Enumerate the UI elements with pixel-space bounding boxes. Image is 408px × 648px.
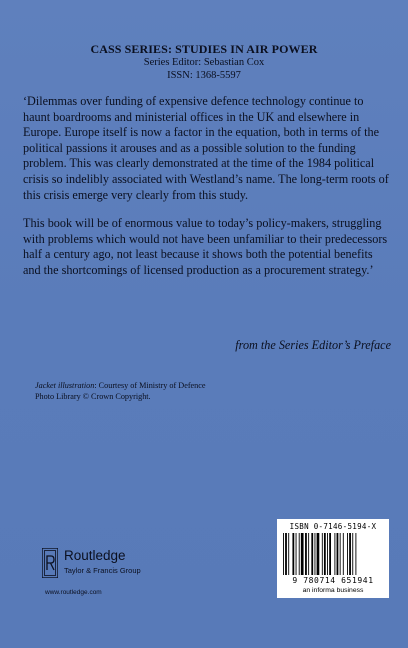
barcode-panel xyxy=(277,519,389,598)
isbn-label: ISBN 0-7146-5194-X xyxy=(289,522,377,531)
jacket-text: : Courtesy of Ministry of Defence Photo Library © Crown Copyright. xyxy=(35,381,206,401)
publisher-name: Routledge xyxy=(64,548,126,563)
quote-paragraph-1: ‘Dilemmas over funding of expensive defence technology continue to haunt boardrooms and ministerial offices in the UK and elsewhere in Europe. Europe itself is now a factor in the equation, both in terms of the political passions it arouses and as a possible solution to the funding problem. This was clearly demonstrated at the time of the 1984 political crisis so indelibly associated with Westland’s name. The long-term roots of this crisis emerge very clearly from this study. xyxy=(23,94,389,202)
quote-paragraph-2: This book will be of enormous value to today’s policy-makers, struggling with problems which would not have been unfamiliar to their predecessors half a century ago, not least because it shows both the potential benefits and the shortcomings of licensed production as a procurement strategy.’ xyxy=(23,216,388,277)
blurb-quote xyxy=(23,94,393,292)
series-editor: Series Editor: Sebastian Cox xyxy=(143,57,265,68)
routledge-r-icon xyxy=(42,548,58,578)
barcode-icon xyxy=(283,533,383,575)
publisher-url: www.routledge.com xyxy=(45,589,102,596)
barcode-digits: 9 780714 651941 xyxy=(292,576,374,585)
series-title: CASS SERIES: STUDIES IN AIR POWER xyxy=(90,42,318,56)
informa-tagline: an informa business xyxy=(302,587,364,594)
series-issn: ISSN: 1368-5597 xyxy=(167,70,241,81)
series-header xyxy=(0,42,408,82)
quote-attribution: from the Series Editor’s Preface xyxy=(235,338,391,352)
publisher-block xyxy=(42,548,202,598)
jacket-credit xyxy=(35,380,225,402)
jacket-label: Jacket illustration xyxy=(35,381,95,390)
publisher-group: Taylor & Francis Group xyxy=(64,566,141,575)
